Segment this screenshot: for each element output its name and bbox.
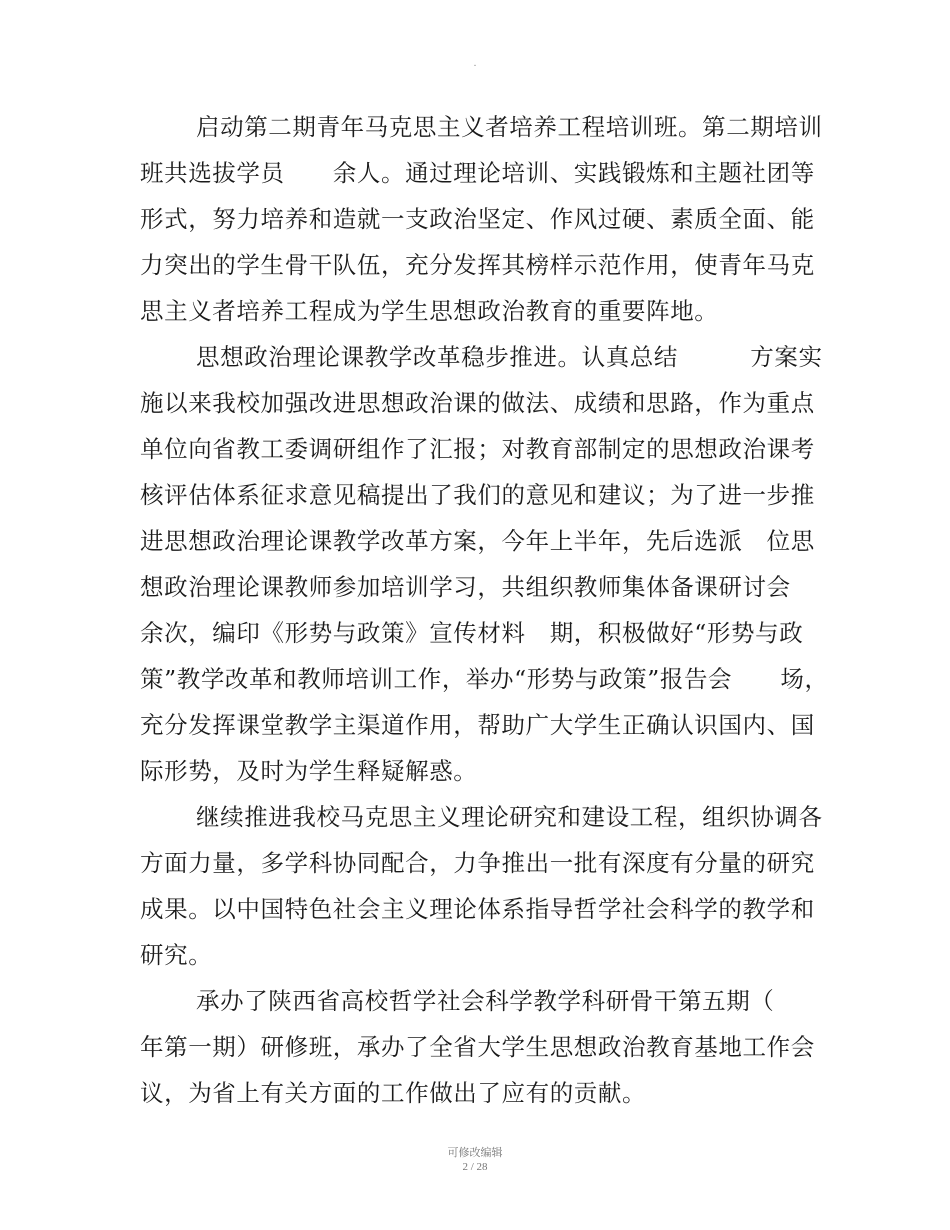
paragraph-1 — [140, 104, 840, 334]
text-line: 际形势，及时为学生释疑解惑。 — [140, 757, 478, 785]
text-line: 方面力量，多学科协同配合，力争推出一批有深度有分量的研究 — [140, 849, 815, 877]
header-mark: . — [473, 58, 477, 69]
page-number: 2 / 28 — [462, 1161, 488, 1173]
text-line: 继续推进我校马克思主义理论研究和建设工程，组织协调各 — [196, 803, 823, 831]
paragraph-2 — [140, 334, 840, 794]
text-line: 充分发挥课堂教学主渠道作用，帮助广大学生正确认识国内、国 — [140, 711, 815, 739]
text-line: 施以来我校加强改进思想政治课的做法、成绩和思路，作为重点 — [140, 389, 815, 417]
text-line: 成果。以中国特色社会主义理论体系指导哲学社会科学的教学和 — [140, 895, 815, 923]
text-line: 研究。 — [140, 941, 213, 969]
paragraph-4 — [140, 978, 840, 1116]
text-line: 想政治理论课教师参加培训学习，共组织教师集体备课研讨会 — [140, 573, 791, 601]
text-line: 承办了陕西省高校哲学社会科学教学科研骨干第五期（ — [196, 987, 775, 1015]
page-footer — [0, 1146, 950, 1174]
text-line: 思想政治理论课教学改革稳步推进。认真总结 方案实 — [196, 343, 823, 371]
text-line: 思主义者培养工程成为学生思想政治教育的重要阵地。 — [140, 297, 719, 325]
text-line: 班共选拔学员 余人。通过理论培训、实践锻炼和主题社团等 — [140, 159, 815, 187]
text-line: 余次，编印《形势与政策》宣传材料 期，积极做好“形势与政 — [140, 619, 804, 647]
text-line: 策”教学改革和教师培训工作，举办“形势与政策”报告会 场， — [140, 665, 829, 693]
text-line: 核评估体系征求意见稿提出了我们的意见和建议；为了进一步推 — [140, 481, 815, 509]
text-line: 力突出的学生骨干队伍，充分发挥其榜样示范作用，使青年马克 — [140, 251, 815, 279]
text-line: 形式，努力培养和造就一支政治坚定、作风过硬、素质全面、能 — [140, 205, 815, 233]
text-line: 启动第二期青年马克思主义者培养工程培训班。第二期培训 — [196, 113, 823, 141]
text-line: 议，为省上有关方面的工作做出了应有的贡献。 — [140, 1079, 647, 1107]
text-line: 进思想政治理论课教学改革方案，今年上半年，先后选派 位思 — [140, 527, 815, 555]
document-body — [140, 104, 840, 1116]
paragraph-3 — [140, 794, 840, 978]
text-line: 年第一期）研修班，承办了全省大学生思想政治教育基地工作会 — [140, 1033, 815, 1061]
footer-note: 可修改编辑 — [447, 1147, 503, 1159]
text-line: 单位向省教工委调研组作了汇报；对教育部制定的思想政治课考 — [140, 435, 815, 463]
